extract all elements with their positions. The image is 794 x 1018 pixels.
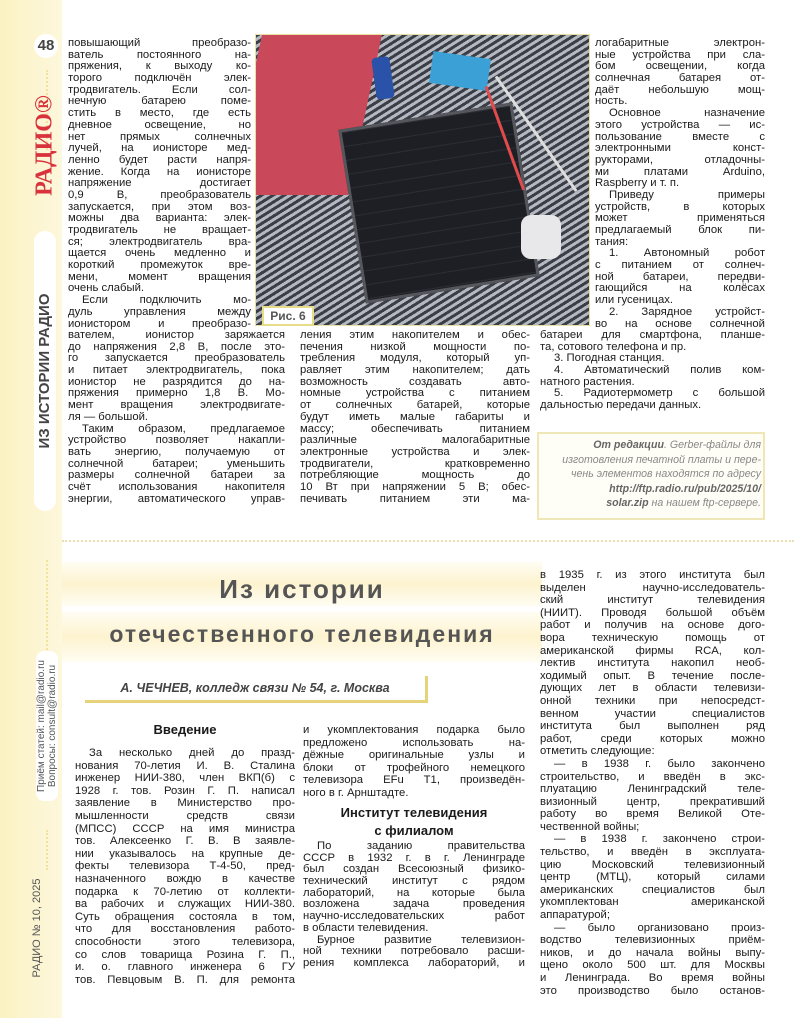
text-line: инженер НИИ-380, член ВКП(б) с bbox=[75, 772, 295, 785]
text-line: нии указывалось на крупные де- bbox=[75, 847, 295, 860]
text-line: был создан Всесоюзный физико- bbox=[303, 864, 525, 876]
text-line: вора техническую помощь от bbox=[540, 631, 765, 644]
text-line: номные устройства с питанием bbox=[300, 388, 530, 400]
text-line: — в 1938 г. было закончено bbox=[554, 757, 765, 770]
text-line: требления модуля, который уп- bbox=[300, 353, 530, 365]
text-line: короткий промежуток вре- bbox=[68, 260, 251, 272]
text-line: тродвигатели, кратковременно bbox=[300, 458, 530, 470]
article-column-3 bbox=[540, 569, 765, 997]
article-author: А. ЧЕЧНЕВ, колледж связи № 54, г. Москва bbox=[85, 676, 428, 703]
text-line: солнечной батареи; уменьшить bbox=[68, 458, 285, 470]
text-line: (МПСС) СССР на имя министра bbox=[75, 822, 295, 835]
text-line: печения низкой мощности по- bbox=[300, 341, 530, 353]
text-line: визионный центр, прекративший bbox=[540, 795, 765, 808]
text-line: счёт использования накопителя bbox=[68, 481, 285, 493]
text-line: от солнечных батарей, которые bbox=[300, 400, 530, 412]
text-line: венном участии специалистов bbox=[540, 707, 765, 720]
text-line: до напряжения 2,8 В, после это- bbox=[68, 341, 285, 353]
text-line: стить в место, где есть bbox=[68, 108, 251, 120]
text-line: массу; обеспечивать питанием bbox=[300, 423, 530, 435]
editorial-label: От редакции bbox=[593, 439, 664, 451]
article-title-line-1: Из истории bbox=[219, 574, 385, 604]
text-line: Основное назначение bbox=[609, 108, 765, 120]
text-line: устройство позволяет накапли- bbox=[68, 435, 285, 447]
heading-intro: Введение bbox=[153, 722, 217, 737]
contacts bbox=[36, 651, 58, 801]
dotted-divider bbox=[46, 830, 50, 870]
article-separator bbox=[62, 540, 794, 542]
text-line: работ и получив на основе дого- bbox=[540, 619, 765, 632]
solar-panel bbox=[338, 102, 539, 303]
text-line: нет прямых солнечных bbox=[68, 131, 251, 143]
text-line: бом освещении, когда bbox=[595, 61, 765, 73]
text-line: ми платами Arduino, bbox=[595, 166, 765, 178]
text-line: мени, момент вращения bbox=[68, 271, 251, 283]
text-line: ся; электродвигатель вра- bbox=[68, 236, 251, 248]
heading-institute-line: с филиалом bbox=[374, 823, 454, 838]
text-line: это производство было останов- bbox=[540, 984, 765, 997]
text-line: рукторами, отладочны- bbox=[595, 154, 765, 166]
editorial-text: чень элементов находятся по адресу bbox=[571, 468, 761, 480]
top-column-1a bbox=[68, 38, 251, 330]
text-line: ва рабочих и служащих НИИ-380. bbox=[75, 898, 295, 911]
text-line: запускается, при этом воз- bbox=[68, 201, 251, 213]
text-line: дальностью передачи данных. bbox=[540, 400, 702, 412]
text-line: пряжения, к выходу ко- bbox=[68, 61, 251, 73]
text-line: та, сотового телефона и пр. bbox=[540, 341, 687, 353]
text-line: тельство, и введён в эксплуата- bbox=[540, 846, 765, 859]
ionistor bbox=[371, 56, 395, 100]
editorial-url-file[interactable]: solar.zip bbox=[606, 497, 649, 509]
sidebar bbox=[0, 0, 62, 1018]
figure-photo bbox=[255, 34, 590, 326]
text-line: научно-исследовательских работ bbox=[303, 911, 525, 923]
text-line: американских специалистов был bbox=[540, 883, 765, 896]
text-line: мент вращения электродвигате- bbox=[68, 400, 285, 412]
text-line: нечную батарею поме- bbox=[68, 96, 251, 108]
article-title-line-2: отечественного телевидения bbox=[109, 621, 495, 647]
section-label: ИЗ ИСТОРИИ РАДИО bbox=[34, 231, 56, 511]
text-line: предлагаемый блок пи- bbox=[595, 225, 765, 236]
text-line: технический институт с рядом bbox=[303, 876, 525, 888]
text-line: тродвигатель не вращает- bbox=[68, 225, 251, 236]
text-line: плуатацию Ленинградский теле- bbox=[540, 783, 765, 796]
text-line: назначенного вождю в качестве bbox=[75, 872, 295, 885]
text-line: размеры солнечной батареи за bbox=[68, 470, 285, 482]
text-line: печивать питанием эти ма- bbox=[300, 493, 530, 505]
text-line: натного растения. bbox=[540, 376, 635, 388]
text-line: этого устройства — ис- bbox=[595, 119, 765, 131]
text-line: в 1935 г. из этого института был bbox=[540, 569, 765, 581]
text-line: ления этим накопителем и обес- bbox=[300, 330, 530, 341]
text-line: мышленности средств связи bbox=[75, 809, 295, 822]
text-line: потребляющие мощность до bbox=[300, 470, 530, 482]
text-line: ной техники потребовало расши- bbox=[303, 946, 525, 958]
text-line: 4. Автоматический полив ком- bbox=[554, 365, 765, 377]
dotted-divider bbox=[46, 560, 50, 650]
text-line: лабораторий, на которые была bbox=[303, 887, 525, 899]
text-line: в области телевидения. bbox=[303, 922, 429, 934]
text-line: ский институт телевидения bbox=[540, 594, 765, 607]
text-line: различные малогабаритные bbox=[300, 435, 530, 447]
text-line: ионистор не разрядится до на- bbox=[68, 376, 285, 388]
top-column-3a bbox=[595, 38, 765, 330]
text-line: чественной войны; bbox=[540, 820, 640, 833]
text-line: пряжения примерно 1,8 В. Мо- bbox=[68, 388, 285, 400]
text-line: работу во время Великой Оте- bbox=[540, 808, 765, 821]
text-line: водство телевизионных приём- bbox=[540, 934, 765, 947]
editorial-url[interactable]: http://ftp.radio.ru/pub/2025/10/ bbox=[609, 482, 761, 495]
text-line: вать энергию, получаемую от bbox=[68, 446, 285, 458]
text-line: блоки от трофейного немецкого bbox=[303, 761, 525, 774]
heading-institute-line: Институт телевидения bbox=[340, 805, 488, 820]
radio-logo: РАДИО® bbox=[31, 95, 58, 196]
text-line: лучей, на ионисторе мед- bbox=[68, 143, 251, 155]
text-line: вателем, ионистор заряжается bbox=[68, 330, 285, 341]
text-line: ной батареи, передви- bbox=[595, 271, 765, 283]
text-line: СССР в 1932 г. в г. Ленинграде bbox=[303, 852, 525, 864]
text-line: будут иметь малые габариты и bbox=[300, 411, 530, 423]
text-line: ля — большой. bbox=[68, 411, 149, 423]
text-line: и Ленинграда. Во время войны bbox=[540, 972, 765, 984]
text-line: онной техники при непосредст- bbox=[540, 694, 765, 707]
text-line: дующих лет в области телевизи- bbox=[540, 682, 765, 695]
editorial-text: . Gerber-файлы для bbox=[663, 439, 761, 451]
text-line: нования 70-летия И. В. Сталина bbox=[75, 759, 295, 772]
text-line: фекты телевизора Т-4-50, пред- bbox=[75, 860, 295, 873]
text-line: тов. Алексеенко Г. В. В заявле- bbox=[75, 835, 295, 848]
top-column-3b bbox=[540, 330, 765, 412]
text-line: логабаритные электрон- bbox=[595, 38, 765, 49]
top-column-1b bbox=[68, 330, 285, 505]
text-line: ников, и до начала войны выпу- bbox=[540, 946, 765, 959]
text-line: аппаратурой; bbox=[540, 909, 610, 922]
text-line: (НИИТ). Проводя большой объём bbox=[540, 606, 765, 619]
converter-board bbox=[429, 51, 491, 91]
text-line: солнечная батарея от- bbox=[595, 73, 765, 85]
text-line: американской фирмы RCA, кол- bbox=[540, 644, 765, 657]
text-line: энергии, автоматического управ- bbox=[68, 493, 285, 505]
text-line: ного в г. Арнштадте. bbox=[303, 786, 409, 799]
text-line: подарка к 70-летию от коллекти- bbox=[75, 885, 295, 898]
text-line: 0,9 В, преобразователь bbox=[68, 189, 251, 201]
text-line: 2. Зарядное устройст- bbox=[609, 306, 765, 318]
text-line: ные устройства при сла- bbox=[595, 49, 765, 61]
text-line: работ, среди которых можно bbox=[540, 732, 765, 745]
text-line: За несколько дней до празд- bbox=[89, 747, 295, 759]
top-column-2 bbox=[300, 330, 530, 505]
page-number: 48 bbox=[34, 34, 58, 58]
text-line: — было организовано произ- bbox=[554, 921, 765, 934]
text-line: щается очень медленно и bbox=[68, 248, 251, 260]
text-line: укомплектован американской bbox=[540, 896, 765, 909]
article-column-2b bbox=[303, 841, 525, 970]
text-line: заявление в Министерство про- bbox=[75, 797, 295, 810]
text-line: 10 Вт при напряжении 5 В; обес- bbox=[300, 481, 530, 493]
text-line: с питанием от солнеч- bbox=[595, 260, 765, 272]
text-line: рения комплекса лабораторий, и bbox=[303, 957, 525, 969]
editorial-text: на нашем ftp-сервере. bbox=[648, 497, 761, 509]
text-line: ность. bbox=[595, 96, 628, 108]
text-line: Приведу примеры bbox=[609, 189, 765, 201]
text-line: тания: bbox=[595, 236, 629, 248]
text-line: электронные устройства и элек- bbox=[300, 446, 530, 458]
text-line: Raspberry и т. п. bbox=[595, 178, 680, 190]
text-line: возможность создавать авто- bbox=[300, 376, 530, 388]
text-line: Таким образом, предлагаемое bbox=[82, 423, 285, 435]
text-line: 5. Радиотермометр с большой bbox=[554, 388, 765, 400]
text-line: очень слабый. bbox=[68, 283, 145, 295]
text-line: 3. Погодная станция. bbox=[554, 353, 665, 365]
text-line: 1. Автономный робот bbox=[609, 248, 765, 260]
text-line: По заданию правительства bbox=[317, 841, 525, 852]
text-line: даёт небольшую мощ- bbox=[595, 84, 765, 96]
text-line: тродвигатель. Если сол- bbox=[68, 84, 251, 96]
heading-institute bbox=[303, 804, 525, 840]
text-line: предложено использовать на- bbox=[303, 736, 525, 749]
text-line: отметить следующие: bbox=[540, 745, 655, 758]
text-line: ионистором и преобразо- bbox=[68, 318, 251, 330]
text-line: жение. Когда на ионисторе bbox=[68, 166, 251, 178]
text-line: устройств, в которых bbox=[595, 201, 765, 213]
text-line: ленно будет расти напря- bbox=[68, 154, 251, 166]
text-line: Суть обращения состояла в том, bbox=[75, 910, 295, 923]
text-line: батареи для смартфона, планше- bbox=[540, 330, 765, 341]
text-line: и. о. главного инженера 6 ГУ bbox=[75, 961, 295, 974]
text-line: Если подключить мо- bbox=[82, 295, 251, 307]
text-line: дёжные оригинальные узлы и bbox=[303, 749, 525, 762]
text-line: или гусеницах. bbox=[595, 295, 674, 307]
text-line: торого подключён элек- bbox=[68, 73, 251, 85]
contact-questions: Вопросы: consult@radio.ru bbox=[47, 664, 58, 788]
text-line: равляет этим накопителем; дать bbox=[300, 365, 530, 377]
text-line: ходимый опыт. В течение после- bbox=[540, 669, 765, 682]
text-line: и питает электродвигатель, пока bbox=[68, 365, 285, 377]
text-line: пользование вместе с bbox=[595, 131, 765, 143]
article-column-2a bbox=[303, 724, 525, 800]
text-line: 1928 г. тов. Розин Г. П. написал bbox=[75, 784, 295, 797]
text-line: строительство, и введён в экс- bbox=[540, 770, 765, 783]
text-line: что для восстановления работо- bbox=[75, 923, 295, 936]
motor bbox=[521, 215, 561, 259]
text-line: лектив института накопил необ- bbox=[540, 657, 765, 670]
contact-submissions: Приём статей: mail@radio.ru bbox=[36, 660, 47, 792]
text-line: ватель постоянного на- bbox=[68, 49, 251, 61]
text-line: щено около 500 шт. для Москвы bbox=[540, 959, 765, 972]
article-column-1 bbox=[75, 747, 295, 986]
text-line: — в 1938 г. закончено строи- bbox=[554, 833, 765, 846]
text-line: центр (МТЦ), который силами bbox=[540, 871, 765, 884]
text-line: со слов товарища Розина Г. П., bbox=[75, 948, 295, 961]
text-line: гающийся на колёсах bbox=[595, 283, 765, 295]
editorial-note bbox=[537, 432, 765, 520]
text-line: может применяться bbox=[595, 213, 765, 225]
text-line: электронными конст- bbox=[595, 143, 765, 155]
text-line: телевизора EFu T1, произведён- bbox=[303, 774, 525, 787]
text-line: Бурное развитие телевизион- bbox=[317, 934, 525, 946]
text-line: во на основе солнечной bbox=[595, 318, 765, 330]
editorial-text: изготовления печатной платы и пере- bbox=[562, 453, 761, 466]
text-line: способности этого телевизора, bbox=[75, 935, 295, 948]
text-line: цию Московский телевизионный bbox=[540, 858, 765, 871]
text-line: института был выполнен ряд bbox=[540, 720, 765, 733]
text-line: тов. Певцовым В. П. для ремонта bbox=[75, 973, 295, 986]
text-line: напряжение достигает bbox=[68, 178, 251, 190]
text-line: дневное освещение, но bbox=[68, 119, 251, 131]
figure-caption: Рис. 6 bbox=[262, 306, 314, 326]
issue-label: РАДИО № 10, 2025 bbox=[31, 878, 43, 978]
text-line: и укомплектования подарка было bbox=[303, 724, 525, 736]
text-line: повышающий преобразо- bbox=[68, 38, 251, 49]
text-line: возложена задача проведения bbox=[303, 899, 525, 911]
text-line: выделен научно-исследователь- bbox=[540, 581, 765, 594]
text-line: можны два варианта: элек- bbox=[68, 213, 251, 225]
text-line: дуль управления между bbox=[68, 306, 251, 318]
text-line: го запускается преобразователь bbox=[68, 353, 285, 365]
